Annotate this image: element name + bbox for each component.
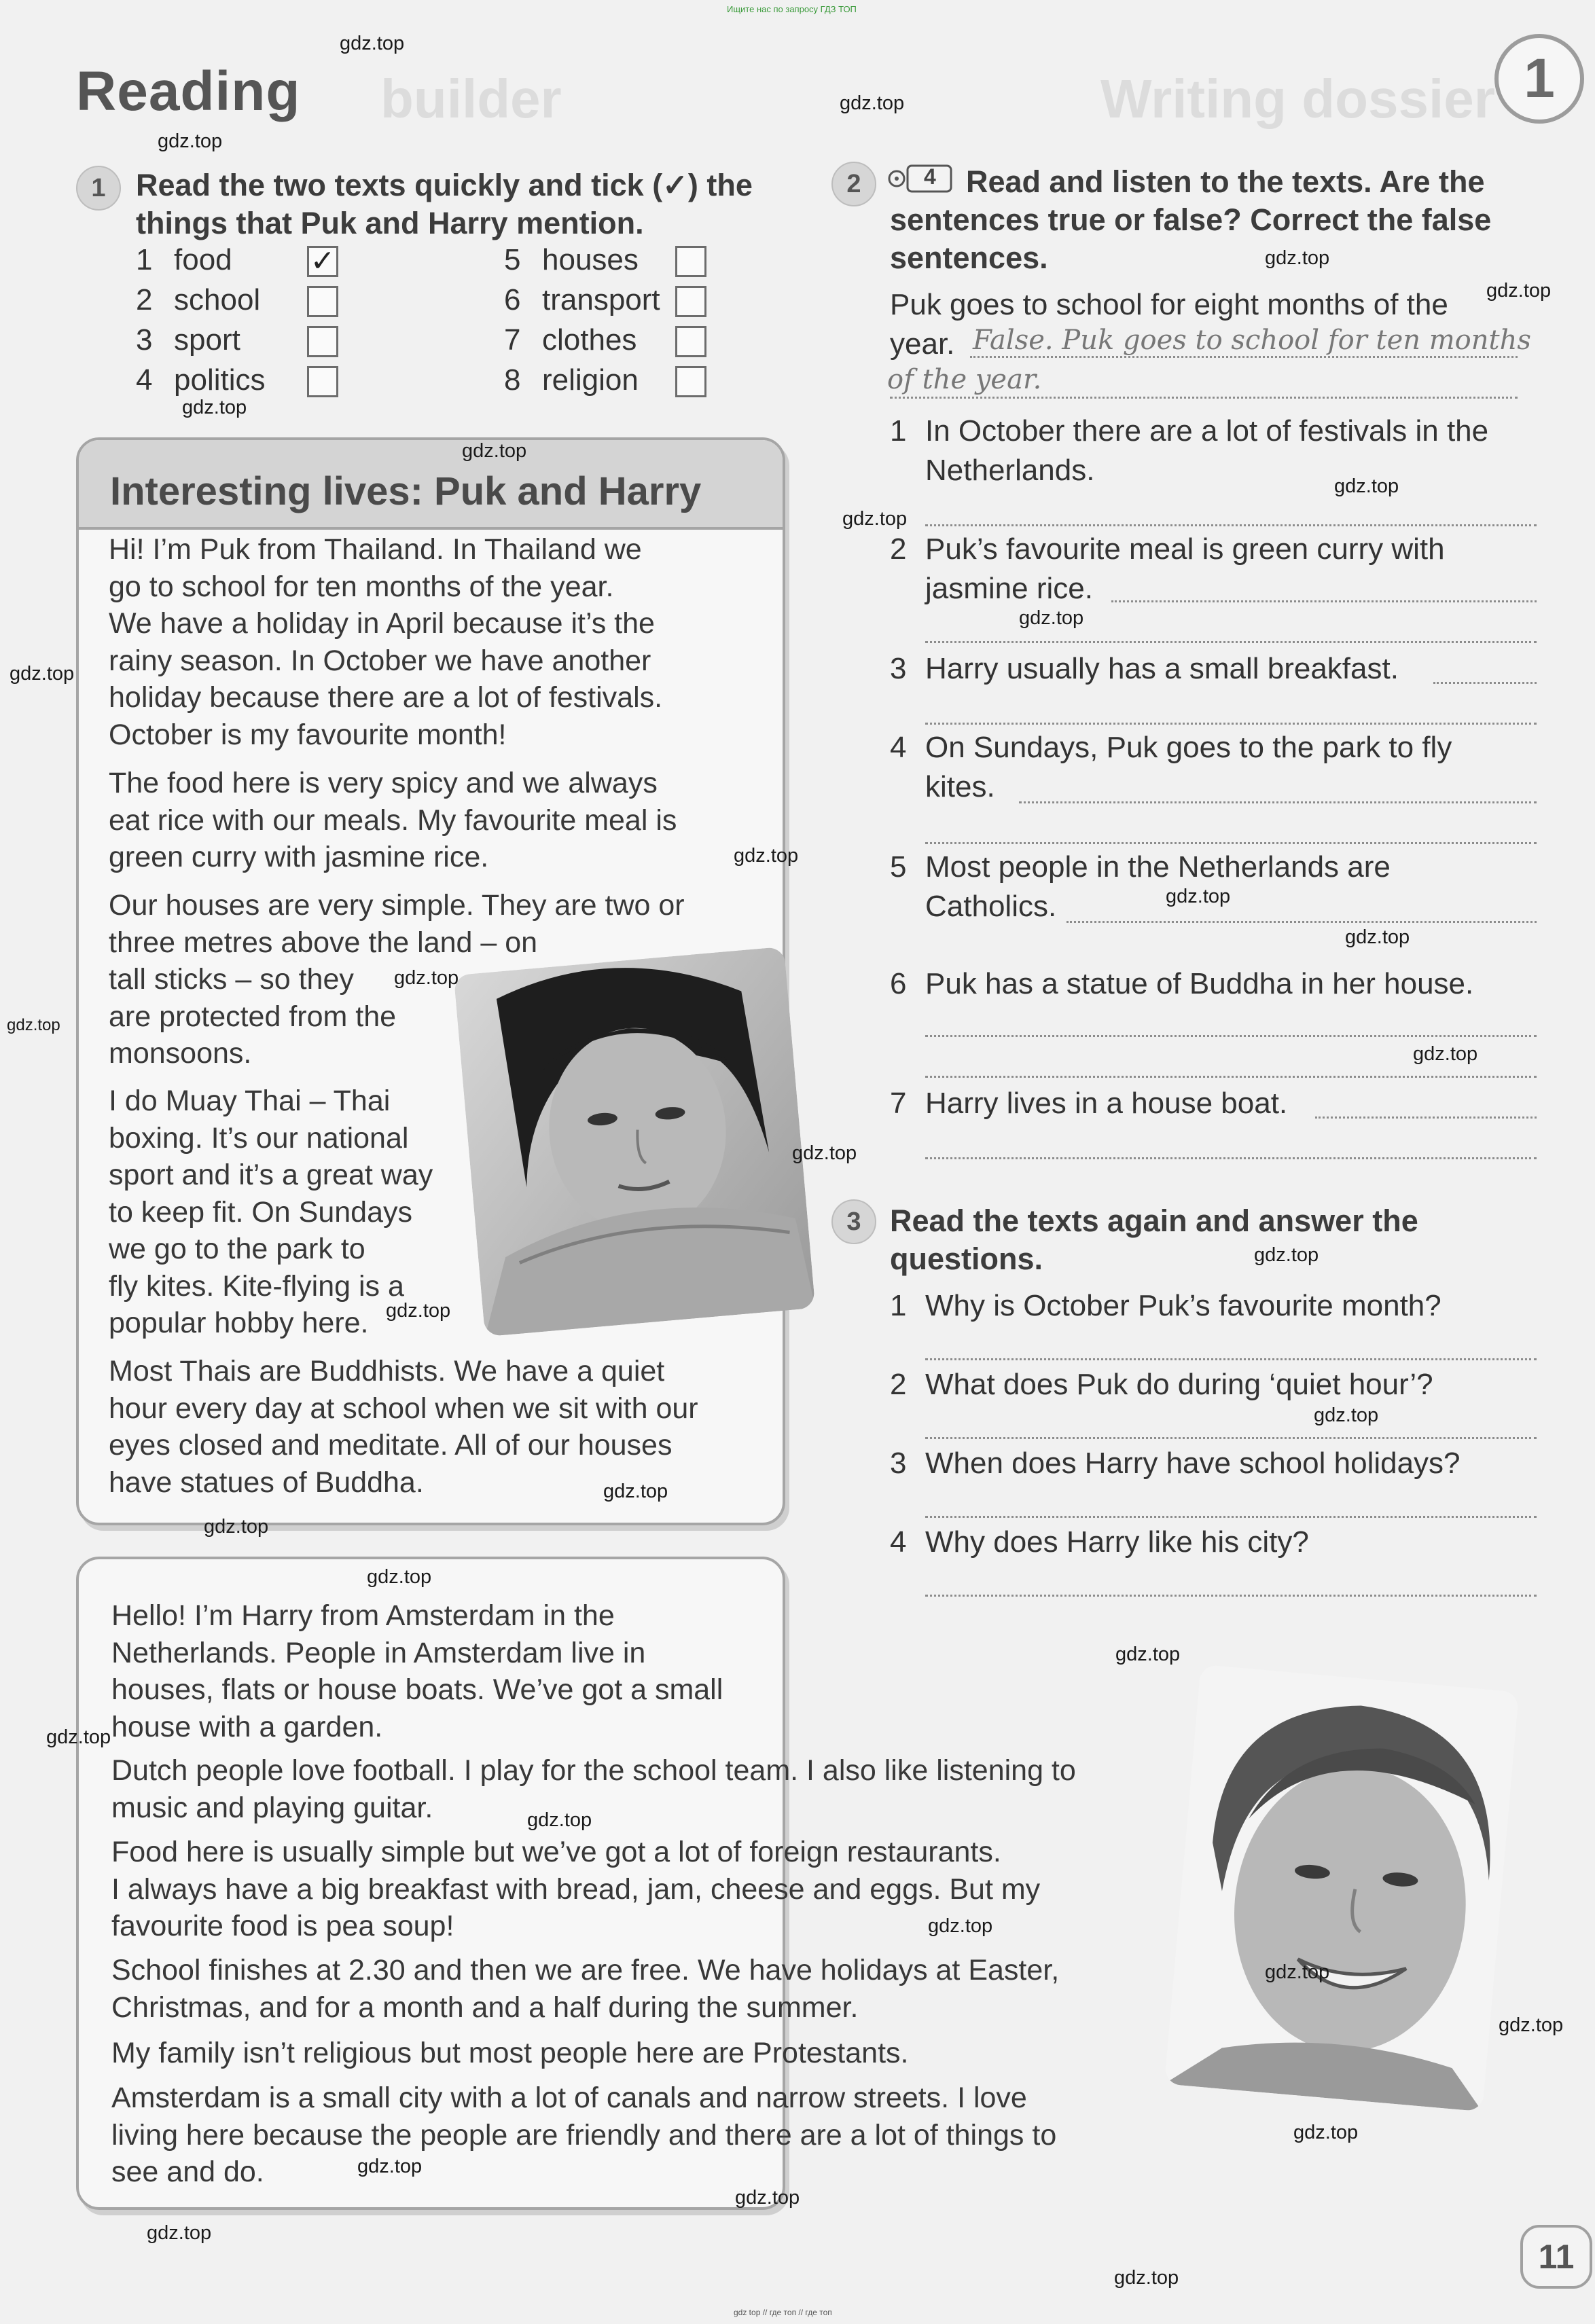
true-false-item-2: 2 Puk’s favourite meal is green curry with jasmine rice. [890,532,1445,605]
list-item: 6 transport [504,283,660,316]
answer-line [925,723,1537,725]
question-2: 2 What does Puk do during ‘quiet hour’? [890,1368,1433,1401]
watermark: gdz.top [1486,280,1552,302]
answer-line [925,842,1537,844]
puk-paragraph-3: Our houses are very simple. They are two or three metres above the land – on tall sticks – so they are protected from the monsoons. [109,889,685,1070]
true-false-item-1: 1 In October there are a lot of festivals in the Netherlands. [890,414,1489,487]
watermark: gdz.top [734,845,799,867]
watermark: gdz.top [842,508,908,530]
watermark: gdz.top [928,1915,993,1937]
puk-paragraph-2: The food here is very spicy and we always eat rice with our meals. My favourite meal is green curry with jasmine rice. [109,767,677,873]
answer-line [925,1595,1537,1597]
list-item: 4 politics [136,363,266,397]
watermark: gdz.top [147,2222,212,2244]
harry-paragraph-2: Dutch people love football. I play for the school team. I also like listening to music and playing guitar. [111,1754,1076,1824]
list-item: 5 houses [504,243,639,276]
watermark: gdz.top [735,2187,800,2209]
checkbox-politics[interactable] [307,366,338,397]
watermark: gdz.top [840,92,905,114]
exercise-1-instruction: Read the two texts quickly and tick (✓) the things that Puk and Harry mention. [136,168,753,240]
watermark: gdz.top [394,967,459,989]
list-item: 1 food [136,243,232,276]
watermark: gdz.top [46,1726,111,1748]
answer-line [1315,1116,1537,1119]
example-answer-line-1: False. Puk goes to school for ten months [973,325,1531,356]
ghost-text-left: builder [380,69,562,129]
exercise-3-number: 3 [831,1199,876,1244]
puk-photo [454,947,816,1337]
true-false-item-6: 6 Puk has a statue of Buddha in her house. [890,967,1474,1000]
watermark: gdz.top [1314,1404,1379,1426]
watermark: gdz.top [1499,2014,1564,2036]
harry-photo [1164,1665,1519,2112]
unit-badge: 1 [1494,34,1584,124]
watermark: gdz.top [1265,1961,1330,1983]
answer-line [925,1516,1537,1518]
page-number: 11 [1520,2225,1592,2289]
answer-line [925,1437,1537,1439]
answer-line [925,524,1537,526]
puk-paragraph-4: I do Muay Thai – Thai boxing. It’s our national sport and it’s a great way to keep fit. On Sundays we go to the park to fly kites. Kite-flying is a popular hobby here. [109,1085,433,1339]
audio-track-number: 4 [924,164,936,189]
question-4: 4 Why does Harry like his city? [890,1525,1309,1559]
panel-header [79,440,783,530]
answer-line [925,1157,1537,1159]
watermark: gdz.top [357,2156,423,2177]
footer-note: gdz top // где топ // где топ [734,2308,832,2317]
example-sentence: Puk goes to school for eight months of the year. [890,288,1448,361]
watermark: gdz.top [340,33,405,54]
watermark: gdz.top [792,1142,857,1164]
watermark: gdz.top [1334,475,1399,497]
checkbox-sport[interactable] [307,326,338,357]
question-3: 3 When does Harry have school holidays? [890,1447,1460,1480]
example-answer-line-2: of the year. [887,364,1042,395]
watermark: gdz.top [1345,926,1410,948]
watermark: gdz.top [386,1300,451,1322]
watermark: gdz.top [1293,2122,1359,2143]
watermark: gdz.top [204,1516,269,1538]
exercise-2-instruction: Read and listen to the texts. Are the sentences true or false? Correct the false sentences. [890,164,1492,275]
checkbox-religion[interactable] [675,366,706,397]
question-1: 1 Why is October Puk’s favourite month? [890,1289,1441,1322]
harry-paragraph-1: Hello! I’m Harry from Amsterdam in the Netherlands. People in Amsterdam live in houses, flats or house boats. We’ve got a small house with a garden. [111,1599,723,1743]
answer-line [970,356,1518,358]
checkbox-houses[interactable] [675,246,706,277]
puk-paragraph-1: Hi! I’m Puk from Thailand. In Thailand we go to school for ten months of the year. We have a holiday in April because it’s the rainy season. In October we have another holiday because there are a lot of festivals. October is my favourite month! [109,533,663,751]
harry-paragraph-3: Food here is usually simple but we’ve got a lot of foreign restaurants. I always have a big breakfast with bread, jam, cheese and eggs. But my favourite food is pea soup! [111,1836,1041,1942]
harry-paragraph-6: Amsterdam is a small city with a lot of canals and narrow streets. I love living here because the people are friendly and there are a lot of things to see and do. [111,2082,1057,2188]
watermark: gdz.top [10,663,75,685]
watermark: gdz.top [182,397,247,418]
true-false-item-4: 4 On Sundays, Puk goes to the park to fly kites. [890,731,1452,803]
harry-paragraph-4: School finishes at 2.30 and then we are free. We have holidays at Easter, Christmas, and for a month and a half during the summer. [111,1954,1060,2024]
watermark: gdz.top [1254,1244,1319,1266]
answer-line [1019,801,1537,803]
answer-line [925,641,1537,643]
watermark: gdz.top [367,1566,432,1588]
answer-line [890,397,1518,399]
watermark: gdz.top [1413,1043,1478,1065]
watermark: gdz.top [1115,1644,1181,1665]
watermark: gdz.top [1166,886,1231,907]
puk-paragraph-5: Most Thais are Buddhists. We have a quiet hour every day at school when we sit with our eyes closed and meditate. All of our houses have statues of Buddha. [109,1355,698,1499]
top-note: Ищите нас по запросу ГДЗ ТОП [727,4,857,14]
answer-line [1433,682,1537,684]
answer-line [1111,600,1537,602]
panel-heading: Interesting lives: Puk and Harry [110,469,702,513]
harry-paragraph-5: My family isn’t religious but most people here are Protestants. [111,2037,909,2069]
watermark: gdz.top [603,1481,668,1502]
exercise-3-instruction: Read the texts again and answer the questions. [890,1203,1418,1276]
answer-line [925,1076,1537,1078]
watermark: gdz.top [1265,247,1330,269]
watermark: gdz.top [7,1016,60,1034]
watermark: gdz.top [1114,2267,1179,2289]
answer-line [925,1358,1537,1360]
checkbox-clothes[interactable] [675,326,706,357]
checkbox-school[interactable] [307,286,338,317]
exercise-1-number: 1 [76,166,121,211]
true-false-item-5: 5 Most people in the Netherlands are Catholics. [890,850,1391,923]
checkbox-transport[interactable] [675,286,706,317]
list-item: 7 clothes [504,323,637,357]
checkbox-food[interactable]: ✓ [307,246,338,277]
list-item: 8 religion [504,363,639,397]
ghost-text-right: Writing dossier [1100,69,1495,129]
watermark: gdz.top [462,440,527,462]
watermark: gdz.top [1019,607,1084,629]
page-title: Reading [76,60,301,122]
watermark: gdz.top [158,130,223,152]
list-item: 2 school [136,283,261,316]
watermark: gdz.top [527,1809,592,1831]
true-false-item-7: 7 Harry lives in a house boat. [890,1087,1288,1120]
true-false-item-3: 3 Harry usually has a small breakfast. [890,652,1399,685]
answer-line [1067,921,1537,923]
exercise-2-number: 2 [831,162,876,206]
answer-line [925,1035,1537,1037]
list-item: 3 sport [136,323,240,357]
